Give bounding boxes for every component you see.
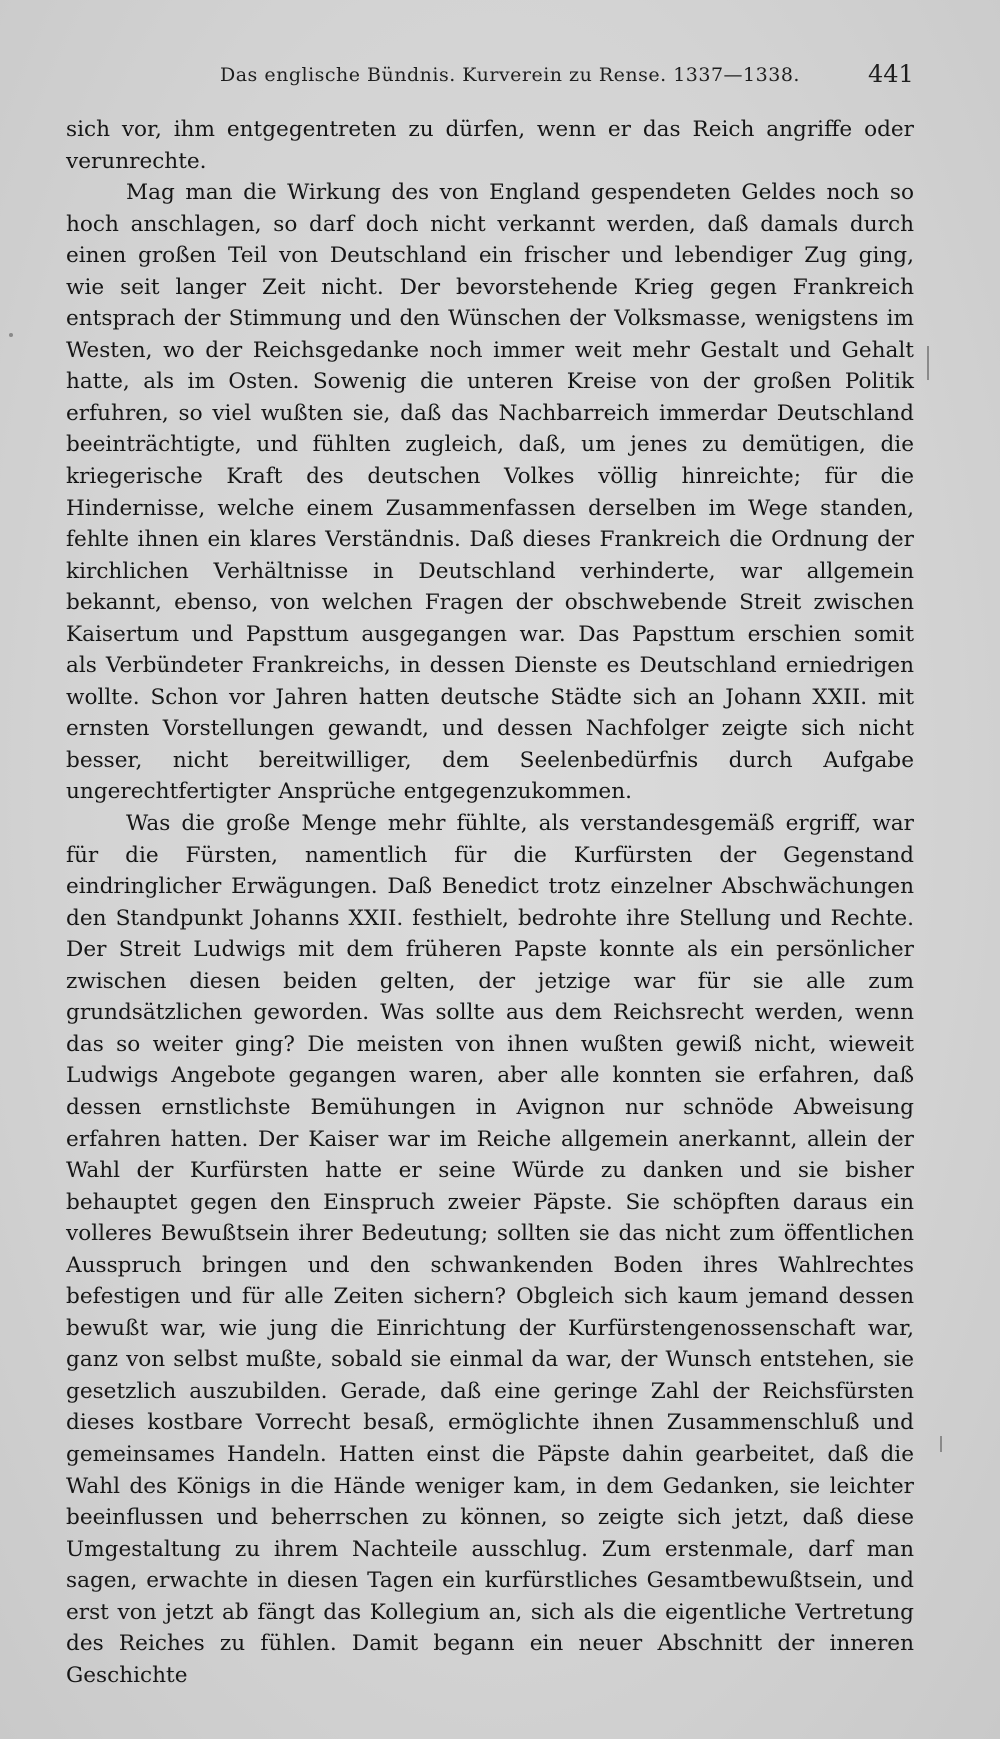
paragraph: Was die große Menge mehr fühlte, als verstandesgemäß ergriff, war für die Fürsten, namentlich für die Kurfürsten der Gegenstand eindringlicher Erwägungen. Daß Benedict trotz einzelner Abschwächungen den Standpunkt Johanns XXII. festhielt, bedrohte ihre Stellung und Rechte. Der Streit Ludwigs mit dem früheren Papste konnte als ein persönlicher zwischen diesen beiden gelten, der jetzige war für sie alle zum grundsätzlichen geworden. Was sollte aus dem Reichsrecht werden, wenn das so weiter ging? Die meisten von ihnen wußten gewiß nicht, wieweit Ludwigs Angebote gegangen waren, aber alle konnten sie erfahren, daß dessen ernstlichste Bemühungen in Avignon nur schnöde Abweisung erfahren hatten. Der Kaiser war im Reiche allgemein anerkannt, allein der Wahl der Kurfürsten hatte er seine Würde zu danken und sie bisher behauptet gegen den Einspruch zweier Päpste. Sie schöpften daraus ein volleres Bewußtsein ihrer Bedeutung; sollten sie das nicht zum öffentlichen Ausspruch bringen und den schwankenden Boden ihres Wahlrechtes befestigen und für alle Zeiten sichern? Obgleich sich kaum jemand dessen bewußt war, wie jung die Einrichtung der Kurfürstengenossenschaft war, ganz von selbst mußte, sobald sie einmal da war, der Wunsch entstehen, sie gesetzlich auszubilden. Gerade, daß eine geringe Zahl der Reichsfürsten dieses kostbare Vorrecht besaß, ermöglichte ihnen Zusammenschluß und gemeinsames Handeln. Hatten einst die Päpste dahin gearbeitet, daß die Wahl des Königs in die Hände weniger kam, in dem Gedanken, sie leichter beeinflussen und beherrschen zu können, so zeigte sich jetzt, daß diese Umgestaltung zu ihrem Nachteile ausschlug. Zum erstenmale, darf man sagen, erwachte in diesen Tagen ein kurfürstliches Gesamtbewußtsein, und erst von jetzt ab fängt das Kollegium an, sich als die eigentliche Vertretung des Reiches zu fühlen. Damit begann ein neuer Abschnitt der inneren Geschichte <box>66 811 914 1688</box>
paragraph-continuation: sich vor, ihm entgegentreten zu dürfen, wenn er das Reich angriffe oder verunrechte. <box>66 117 914 174</box>
margin-dot <box>9 333 13 337</box>
margin-tick <box>940 1436 942 1452</box>
margin-tick <box>927 346 929 380</box>
page-header <box>0 60 1000 100</box>
running-title: Das englische Bündnis. Kurverein zu Rense. 1337—1338. <box>220 64 800 86</box>
paragraph: Mag man die Wirkung des von England gespendeten Geldes noch so hoch anschlagen, so darf doch nicht verkannt werden, daß damals durch einen großen Teil von Deutschland ein frischer und lebendiger Zug ging, wie seit langer Zeit nicht. Der bevorstehende Krieg gegen Frankreich entsprach der Stimmung und den Wünschen der Volksmasse, wenigstens im Westen, wo der Reichsgedanke noch immer weit mehr Gestalt und Gehalt hatte, als im Osten. Sowenig die unteren Kreise von der großen Politik erfuhren, so viel wußten sie, daß das Nachbarreich immerdar Deutschland beeinträchtigte, und fühlten zugleich, daß, um jenes zu demütigen, die kriegerische Kraft des deutschen Volkes völlig hinreichte; für die Hindernisse, welche einem Zusammenfassen derselben im Wege standen, fehlte ihnen ein klares Verständnis. Daß dieses Frankreich die Ordnung der kirchlichen Verhältnisse in Deutschland verhinderte, war allgemein bekannt, ebenso, von welchen Fragen der obschwebende Streit zwischen Kaisertum und Papsttum ausgegangen war. Das Papsttum erschien somit als Verbündeter Frankreichs, in dessen Dienste es Deutschland erniedrigen wollte. Schon vor Jahren hatten deutsche Städte sich an Johann XXII. mit ernsten Vorstellungen gewandt, und dessen Nachfolger zeigte sich nicht besser, nicht bereitwilliger, dem Seelenbedürfnis durch Aufgabe ungerechtfertigter Ansprüche entgegenzukommen. <box>66 180 914 805</box>
page-number: 441 <box>868 60 914 88</box>
body-text <box>66 114 914 1691</box>
